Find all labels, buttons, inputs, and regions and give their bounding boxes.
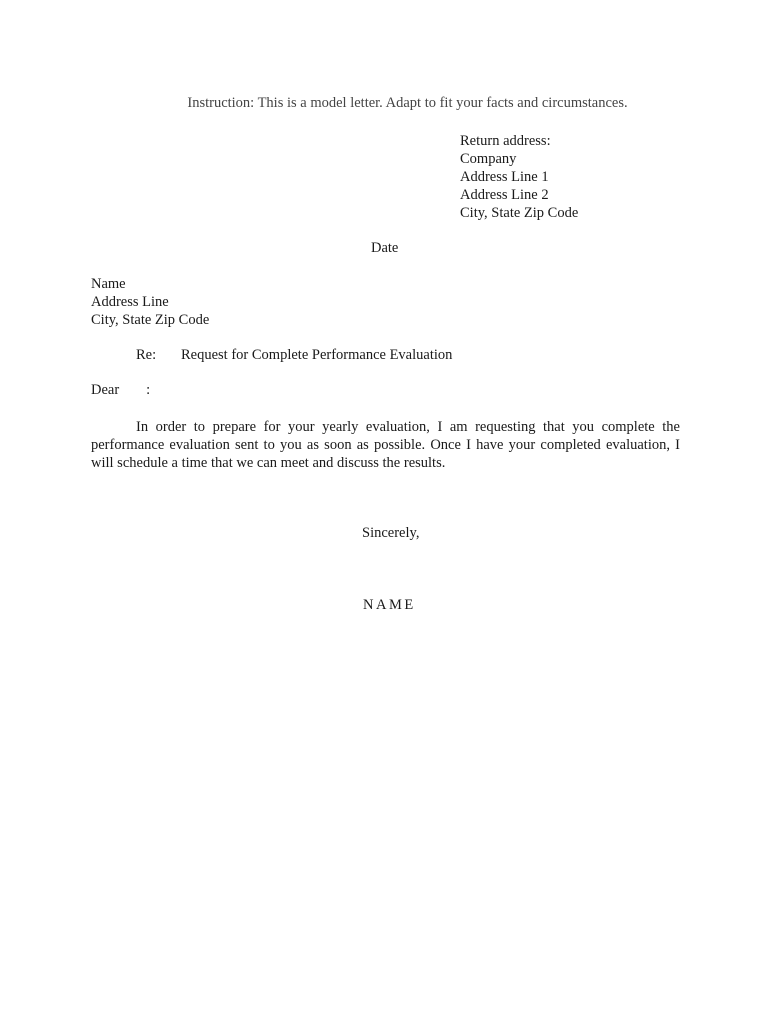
recipient-city-state-zip: City, State Zip Code xyxy=(91,312,210,328)
subject-label: Re: xyxy=(136,347,157,363)
recipient-address-line: Address Line xyxy=(91,294,169,310)
closing: Sincerely, xyxy=(362,525,420,541)
return-address-company: Company xyxy=(460,151,517,167)
salutation xyxy=(91,382,150,399)
recipient-name: Name xyxy=(91,276,126,292)
return-address-block xyxy=(460,132,578,222)
subject-text: Request for Complete Performance Evaluation xyxy=(181,347,453,363)
return-address-heading: Return address: xyxy=(460,133,551,149)
return-address-line-2: Address Line 2 xyxy=(460,187,549,203)
return-address-city-state-zip: City, State Zip Code xyxy=(460,205,579,221)
instruction-note: Instruction: This is a model letter. Adapt to fit your facts and circumstances. xyxy=(187,95,628,111)
salutation-greeting: Dear xyxy=(91,382,120,398)
signature-name: NAME xyxy=(363,597,416,613)
return-address-line-1: Address Line 1 xyxy=(460,169,549,185)
letter-body-paragraph: In order to prepare for your yearly evaluation, I am requesting that you complete the performance evaluation sent to you as soon as possible. Once I have your completed evaluation, I will schedule a time that we can meet and discuss the results. xyxy=(91,419,680,471)
letter-date: Date xyxy=(371,240,399,256)
salutation-colon: : xyxy=(146,382,151,398)
recipient-address-block xyxy=(91,275,209,329)
subject-line xyxy=(136,347,452,364)
